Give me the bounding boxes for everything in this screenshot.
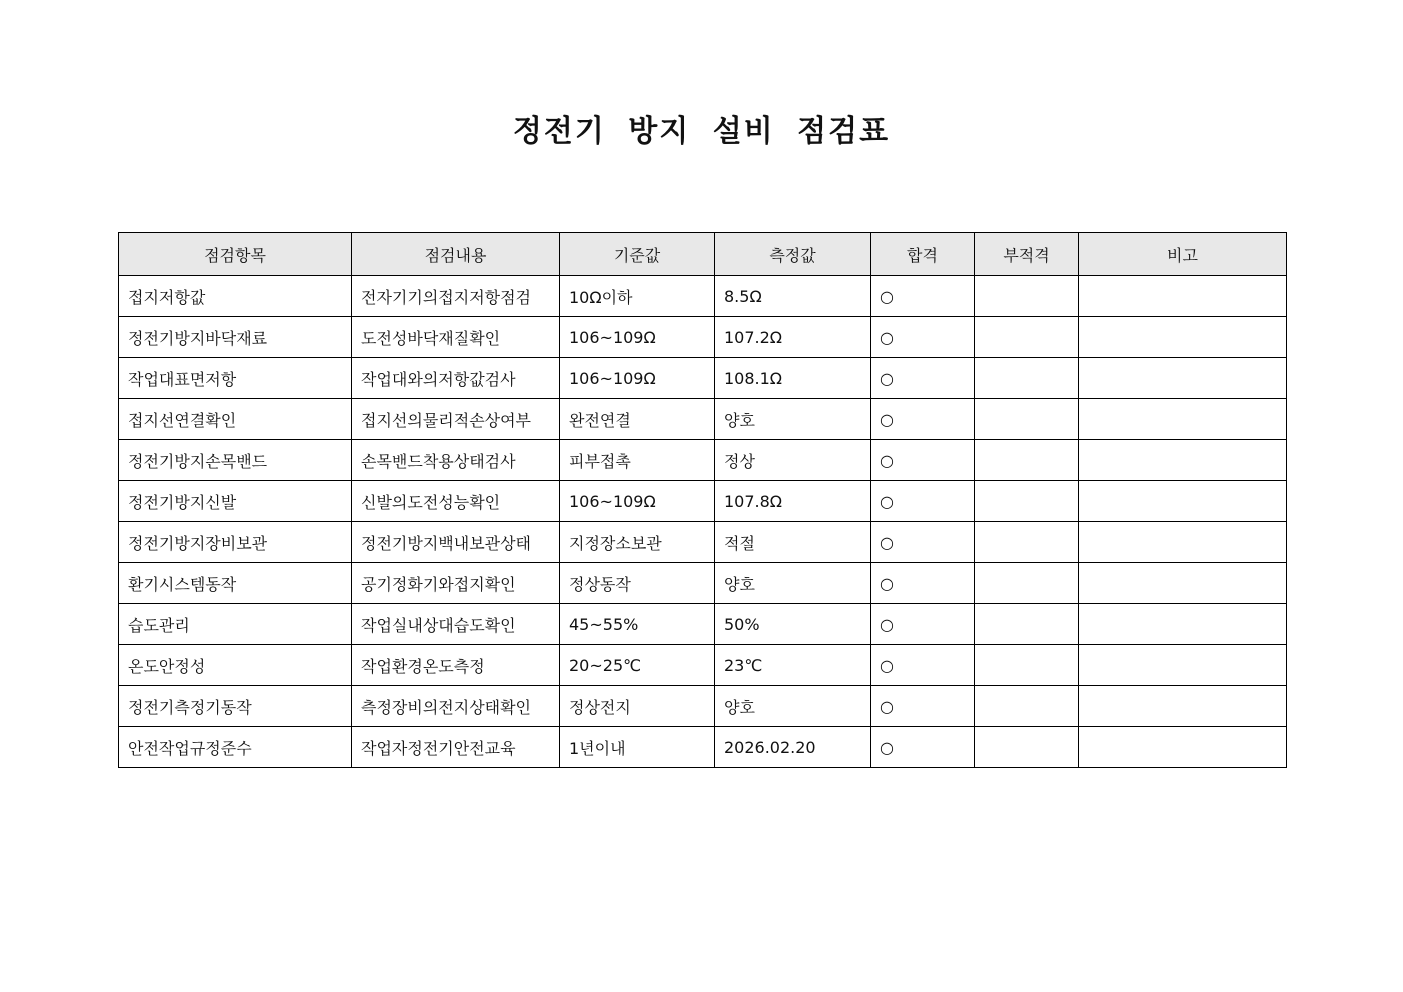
- cell-measured: 양호: [715, 563, 871, 604]
- cell-content: 작업대와의저항값검사: [352, 358, 560, 399]
- table-header-row: [119, 233, 1287, 276]
- cell-content: 손목밴드착용상태검사: [352, 440, 560, 481]
- cell-note: [1079, 358, 1287, 399]
- cell-note: [1079, 440, 1287, 481]
- cell-pass-mark: ○: [871, 563, 975, 604]
- cell-pass-mark: ○: [871, 686, 975, 727]
- cell-fail: [975, 440, 1079, 481]
- cell-fail: [975, 727, 1079, 768]
- table-row: [119, 358, 1287, 399]
- cell-measured: 107.8Ω: [715, 481, 871, 522]
- cell-item: 온도안정성: [119, 645, 352, 686]
- table-row: [119, 481, 1287, 522]
- cell-fail: [975, 399, 1079, 440]
- cell-item: 정전기방지장비보관: [119, 522, 352, 563]
- cell-pass-mark: ○: [871, 481, 975, 522]
- cell-content: 접지선의물리적손상여부: [352, 399, 560, 440]
- cell-note: [1079, 686, 1287, 727]
- cell-content: 도전성바닥재질확인: [352, 317, 560, 358]
- cell-content: 작업실내상대습도확인: [352, 604, 560, 645]
- cell-standard: 106~109Ω: [560, 317, 715, 358]
- cell-fail: [975, 522, 1079, 563]
- cell-fail: [975, 481, 1079, 522]
- table-row: [119, 522, 1287, 563]
- cell-content: 정전기방지백내보관상태: [352, 522, 560, 563]
- cell-content: 신발의도전성능확인: [352, 481, 560, 522]
- cell-measured: 50%: [715, 604, 871, 645]
- cell-measured: 양호: [715, 686, 871, 727]
- table-row: [119, 276, 1287, 317]
- cell-item: 정전기방지신발: [119, 481, 352, 522]
- cell-note: [1079, 645, 1287, 686]
- document-title: 정전기 방지 설비 점검표: [512, 114, 891, 149]
- cell-pass-mark: ○: [871, 645, 975, 686]
- cell-content: 작업자정전기안전교육: [352, 727, 560, 768]
- cell-measured: 108.1Ω: [715, 358, 871, 399]
- cell-pass-mark: ○: [871, 399, 975, 440]
- header-fail: 부적격: [975, 233, 1079, 276]
- cell-fail: [975, 604, 1079, 645]
- cell-measured: 8.5Ω: [715, 276, 871, 317]
- table-row: [119, 563, 1287, 604]
- table-row: [119, 727, 1287, 768]
- cell-fail: [975, 276, 1079, 317]
- cell-fail: [975, 686, 1079, 727]
- cell-measured: 2026.02.20: [715, 727, 871, 768]
- cell-standard: 10Ω이하: [560, 276, 715, 317]
- cell-pass-mark: ○: [871, 522, 975, 563]
- cell-item: 안전작업규정준수: [119, 727, 352, 768]
- cell-pass-mark: ○: [871, 604, 975, 645]
- cell-standard: 완전연결: [560, 399, 715, 440]
- cell-item: 정전기방지바닥재료: [119, 317, 352, 358]
- cell-note: [1079, 481, 1287, 522]
- cell-measured: 23℃: [715, 645, 871, 686]
- cell-pass-mark: ○: [871, 727, 975, 768]
- cell-note: [1079, 276, 1287, 317]
- cell-measured: 정상: [715, 440, 871, 481]
- cell-standard: 정상전지: [560, 686, 715, 727]
- cell-fail: [975, 563, 1079, 604]
- cell-item: 습도관리: [119, 604, 352, 645]
- header-inspection-item: 점검항목: [119, 233, 352, 276]
- inspection-table: [118, 232, 1287, 768]
- cell-fail: [975, 317, 1079, 358]
- table-row: [119, 317, 1287, 358]
- cell-standard: 피부접촉: [560, 440, 715, 481]
- cell-item: 작업대표면저항: [119, 358, 352, 399]
- table-row: [119, 645, 1287, 686]
- cell-item: 정전기방지손목밴드: [119, 440, 352, 481]
- cell-measured: 적절: [715, 522, 871, 563]
- cell-content: 작업환경온도측정: [352, 645, 560, 686]
- cell-item: 접지선연결확인: [119, 399, 352, 440]
- cell-standard: 106~109Ω: [560, 358, 715, 399]
- cell-content: 측정장비의전지상태확인: [352, 686, 560, 727]
- header-inspection-content: 점검내용: [352, 233, 560, 276]
- cell-standard: 45~55%: [560, 604, 715, 645]
- header-standard-value: 기준값: [560, 233, 715, 276]
- cell-standard: 1년이내: [560, 727, 715, 768]
- cell-note: [1079, 317, 1287, 358]
- cell-pass-mark: ○: [871, 317, 975, 358]
- cell-item: 접지저항값: [119, 276, 352, 317]
- cell-note: [1079, 522, 1287, 563]
- cell-note: [1079, 399, 1287, 440]
- cell-standard: 106~109Ω: [560, 481, 715, 522]
- cell-content: 공기정화기와접지확인: [352, 563, 560, 604]
- table-body: [119, 276, 1287, 768]
- header-remarks: 비고: [1079, 233, 1287, 276]
- cell-pass-mark: ○: [871, 440, 975, 481]
- table-row: [119, 604, 1287, 645]
- cell-fail: [975, 645, 1079, 686]
- cell-note: [1079, 563, 1287, 604]
- cell-fail: [975, 358, 1079, 399]
- cell-standard: 20~25℃: [560, 645, 715, 686]
- cell-pass-mark: ○: [871, 276, 975, 317]
- header-measured-value: 측정값: [715, 233, 871, 276]
- cell-note: [1079, 604, 1287, 645]
- header-pass: 합격: [871, 233, 975, 276]
- cell-measured: 양호: [715, 399, 871, 440]
- cell-content: 전자기기의접지저항점검: [352, 276, 560, 317]
- cell-measured: 107.2Ω: [715, 317, 871, 358]
- cell-item: 정전기측정기동작: [119, 686, 352, 727]
- cell-standard: 정상동작: [560, 563, 715, 604]
- cell-standard: 지정장소보관: [560, 522, 715, 563]
- table-row: [119, 399, 1287, 440]
- cell-pass-mark: ○: [871, 358, 975, 399]
- cell-note: [1079, 727, 1287, 768]
- cell-item: 환기시스템동작: [119, 563, 352, 604]
- table-row: [119, 686, 1287, 727]
- table-row: [119, 440, 1287, 481]
